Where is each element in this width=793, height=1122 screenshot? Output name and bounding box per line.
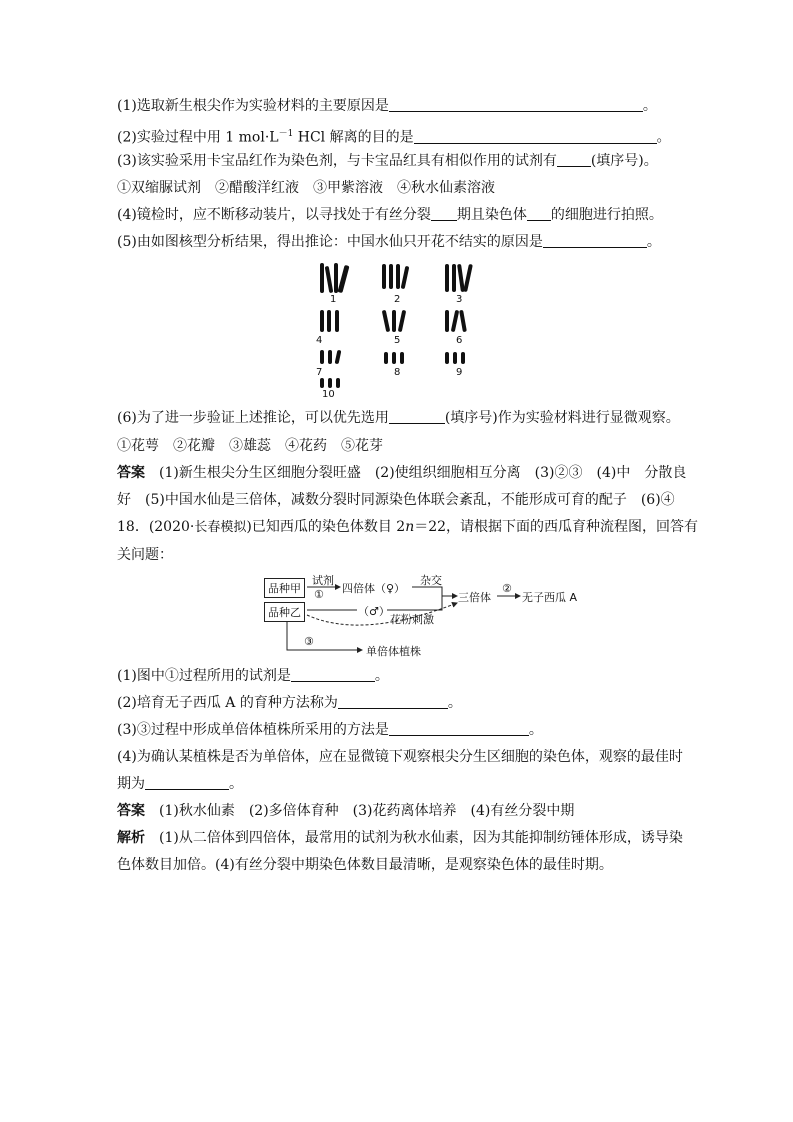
step-3-label: ③ [304,635,314,648]
answer-blank[interactable] [389,409,445,424]
karyotype-label: 10 [322,389,335,400]
q17-item-5: (5)由如图核型分析结果，得出推论：中国水仙只开花不结实的原因是 。 [117,234,661,250]
answer-blank[interactable] [389,97,643,112]
pollen-label: 花粉刺激 [390,613,434,626]
q18-answer: 答案 (1)秋水仙素 (2)多倍体育种 (3)花药离体培养 (4)有丝分裂中期 [117,803,575,819]
karyotype-label: 7 [316,367,323,378]
karyotype-label: 5 [394,335,401,346]
q18-analysis-line-1: 解析 (1)从二倍体到四倍体，最常用的试剂为秋水仙素，因为其能抑制纺锤体形成，诱导染 [117,830,683,846]
karyotype-label: 1 [330,294,337,305]
q18-item-2: (2)培育无子西瓜 A 的育种方法称为 。 [117,695,462,711]
answer-blank[interactable] [527,206,551,221]
answer-blank[interactable] [291,667,375,682]
breeding-flowchart [262,570,578,660]
answer-label: 答案 [117,803,145,819]
reagent-label: 试剂 [312,574,334,587]
step-1-label: ① [314,588,324,601]
q17-item-1: (1)选取新生根尖作为实验材料的主要原因是 。 [117,98,657,114]
q17-answer-line-1: 答案 (1)新生根尖分生区细胞分裂旺盛 (2)使组织细胞相互分离 (3)②③ (4)中 分散良 [117,465,687,481]
q17-item-3-options: ①双缩脲试剂 ②醋酸洋红液 ③甲紫溶液 ④秋水仙素溶液 [117,180,495,196]
triploid-label: 三倍体 [458,591,491,604]
seedless-watermelon-label: 无子西瓜 A [522,591,578,604]
q18-stem-line-1: 18．(2020·长春模拟)已知西瓜的染色体数目 2n＝22，请根据下面的西瓜育种流程图，回答有 [117,519,699,535]
q17-item-4: (4)镜检时，应不断移动装片，以寻找处于有丝分裂 期且染色体 的细胞进行拍照。 [117,207,663,223]
q17-answer-line-2: 好 (5)中国水仙是三倍体，减数分裂时同源染色体联会紊乱，不能形成可育的配子 (6)④ [117,492,675,508]
q17-item-6-options: ①花萼 ②花瓣 ③雄蕊 ④花药 ⑤花芽 [117,438,383,454]
variety-b-box: 品种乙 [264,602,305,622]
male-label: （♂） [358,605,390,618]
karyotype-label: 2 [394,294,401,305]
q17-item-6: (6)为了进一步验证上述推论，可以优先选用 (填序号)作为实验材料进行显微观察。 [117,410,680,426]
q18-stem-line-2: 关问题： [117,547,173,563]
variety-a-box: 品种甲 [264,578,305,598]
q18-item-1: (1)图中①过程所用的试剂是 。 [117,668,389,684]
answer-blank[interactable] [557,152,591,167]
step-2-label: ② [502,582,512,595]
analysis-label: 解析 [117,830,145,846]
karyotype-figure [310,258,490,403]
q18-item-4-cont: 期为 。 [117,776,243,792]
karyotype-label: 3 [456,294,463,305]
haploid-label: 单倍体植株 [366,645,421,658]
q18-analysis-line-2: 色体数目加倍。(4)有丝分裂中期染色体数目最清晰，是观察染色体的最佳时期。 [117,857,613,873]
answer-blank[interactable] [338,694,448,709]
karyotype-label: 9 [456,367,463,378]
tetraploid-label: 四倍体（♀） [342,582,406,595]
q17-item-2: (2)实验过程中用 1 $mol\cdot L^{-1}$ HCl 解离的目的是 。 [117,129,671,146]
q17-item-3: (3)该实验采用卡宝品红作为染色剂，与卡宝品红具有相似作用的试剂有 (填序号)。 [117,153,658,169]
answer-label: 答案 [117,465,145,481]
karyotype-label: 6 [456,335,463,346]
karyotype-label: 8 [394,367,401,378]
cross-label: 杂交 [420,574,442,587]
answer-blank[interactable] [145,775,229,790]
q18-item-3: (3)③过程中形成单倍体植株所采用的方法是 。 [117,722,543,738]
answer-blank[interactable] [389,721,529,736]
answer-blank[interactable] [431,206,457,221]
answer-blank[interactable] [414,129,657,144]
karyotype-label: 4 [316,335,323,346]
answer-blank[interactable] [543,233,647,248]
q18-item-4: (4)为确认某植株是否为单倍体，应在显微镜下观察根尖分生区细胞的染色体，观察的最佳时 [117,749,683,765]
